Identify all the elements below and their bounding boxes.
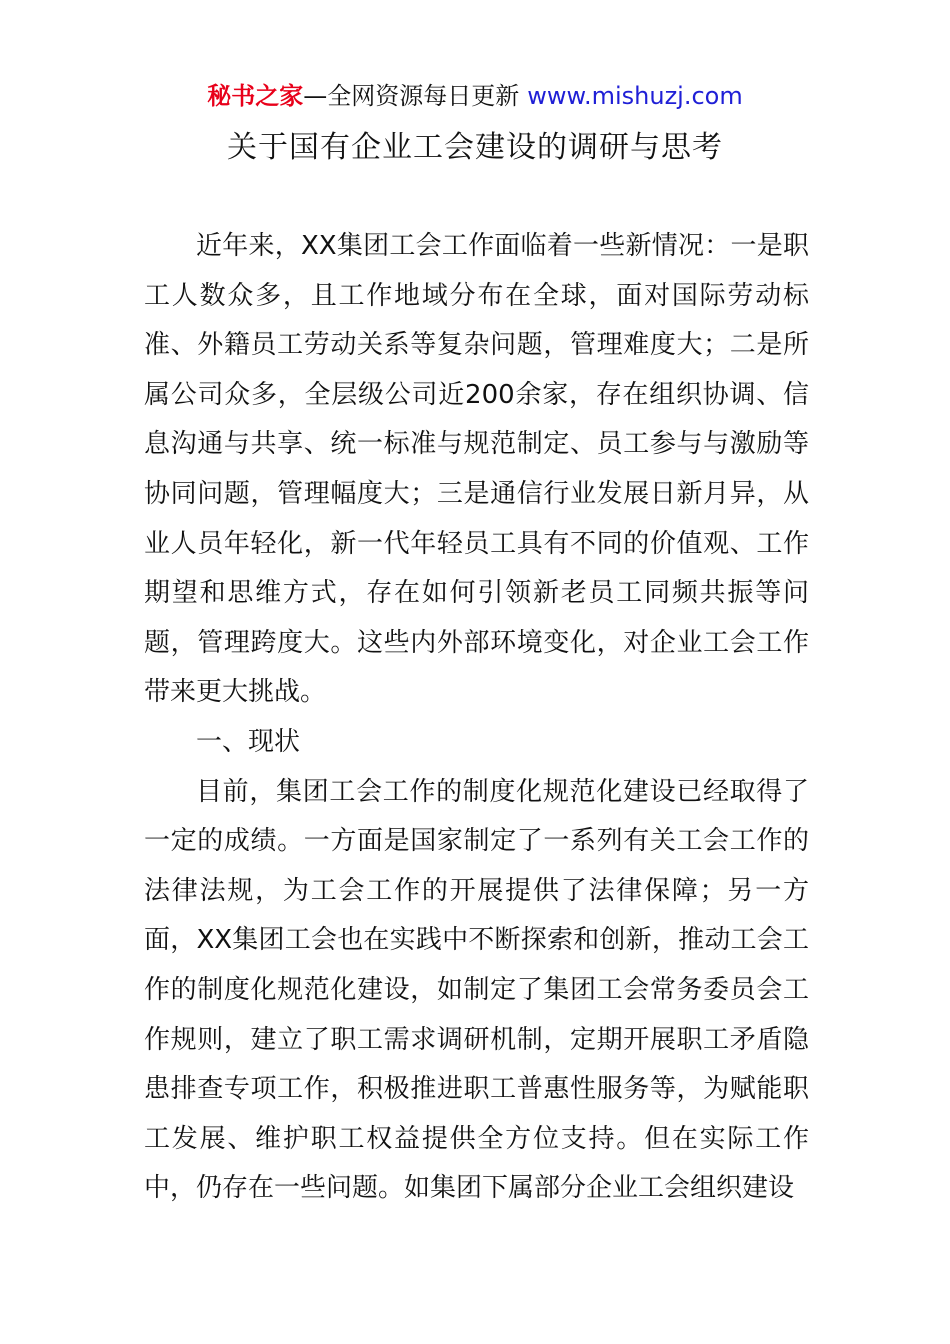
site-brand: 秘书之家 [207, 82, 304, 110]
site-tagline: —全网资源每日更新 [303, 82, 520, 110]
site-header [0, 80, 950, 112]
section-heading-status: 一、现状 [196, 726, 301, 757]
document-title: 关于国有企业工会建设的调研与思考 [227, 130, 723, 165]
paragraph-intro: 近年来，XX集团工会工作面临着一些新情况：一是职工人数众多，且工作地域分布在全球，面对国际劳动标准、外籍员工劳动关系等复杂问题，管理难度大；二是所属公司众多，全层级公司近200余家，存在组织协调、信息沟通与共享、统一标准与规范制定、员工参与与激励等协同问题，管理幅度大；三是通信行业发展日新月异，从业人员年轻化，新一代年轻员工具有不同的价值观、工作期望和思维方式，存在如何引领新老员工同频共振等问题，管理跨度大。这些内外部环境变化，对企业工会工作带来更大挑战。 [144, 231, 809, 708]
site-url: www.mishuzj.com [527, 82, 743, 110]
document-body [144, 222, 809, 1214]
paragraph-status: 目前，集团工会工作的制度化规范化建设已经取得了一定的成绩。一方面是国家制定了一系列有关工会工作的法律法规，为工会工作的开展提供了法律保障；另一方面，XX集团工会也在实践中不断探索和创新，推动工会工作的制度化规范化建设，如制定了集团工会常务委员会工作规则，建立了职工需求调研机制，定期开展职工矛盾隐患排查专项工作，积极推进职工普惠性服务等，为赋能职工发展、维护职工权益提供全方位支持。但在实际工作中，仍存在一些问题。如集团下属部分企业工会组织建设 [144, 776, 809, 1204]
